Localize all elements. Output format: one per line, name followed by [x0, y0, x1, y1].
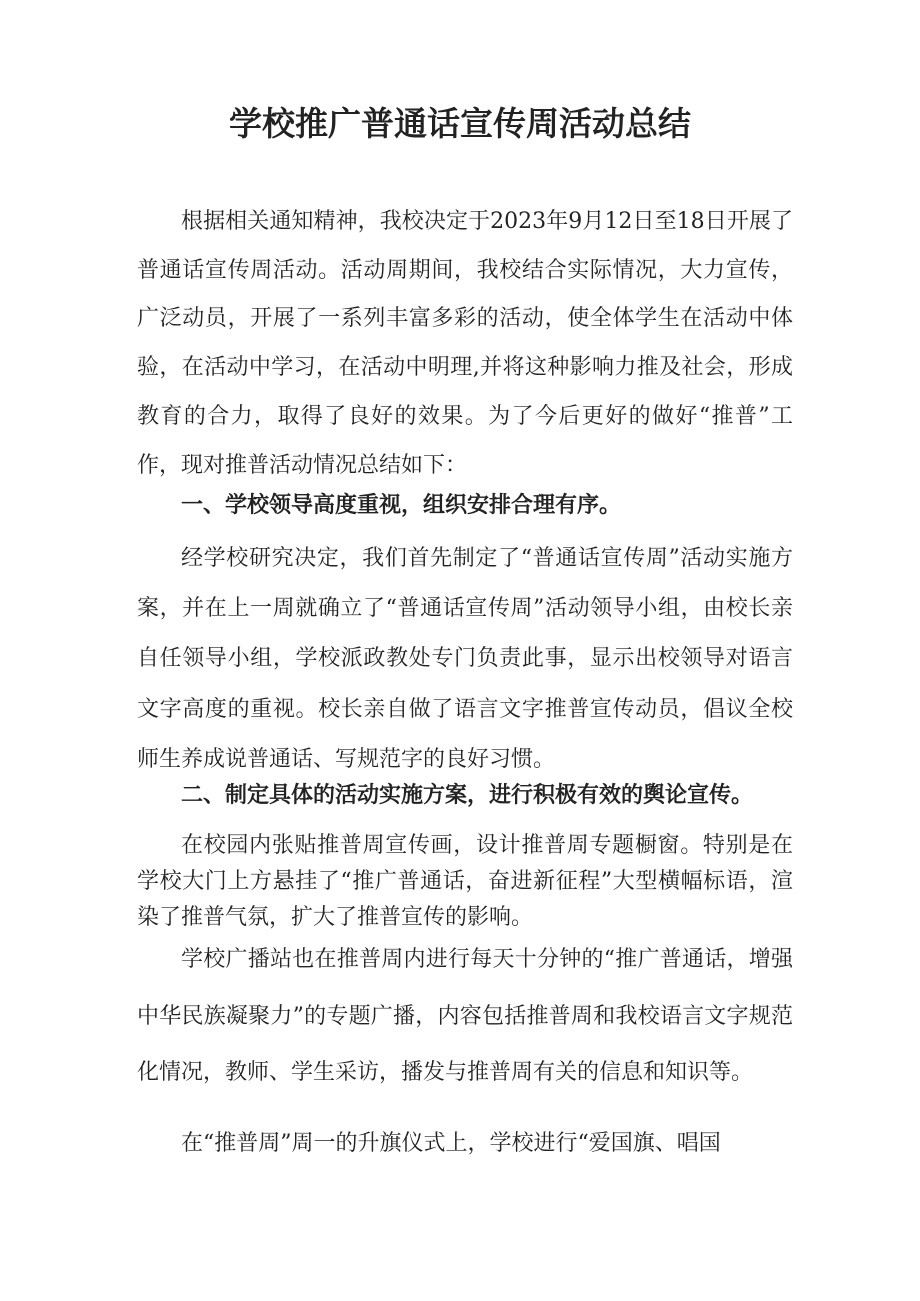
section-heading-1: 一、学校领导高度重视，组织安排合理有序。: [181, 493, 622, 518]
paragraph-intro: 根据相关通知精神，我校决定于2023年9月12日至18日开展了普通话宣传周活动。活动周期间，我校结合实际情况，大力宣传，广泛动员，开展了一系列丰富多彩的活动，使全体学生在活动中体验，在活动中学习，在活动中明理,并将这种影响力推及社会，形成教育的合力，取得了良好的效果。为了今后更好的做好“推普”工作，现对推普活动情况总结如下：: [137, 209, 793, 478]
paragraph-posters: 在校园内张贴推普周宣传画，设计推普周专题橱窗。特别是在学校大门上方悬挂了“推广普通话，奋进新征程”大型横幅标语，渲染了推普气氛，扩大了推普宣传的影响。: [137, 833, 793, 930]
document-title: 学校推广普通话宣传周活动总结: [229, 104, 691, 143]
paragraph-flag-ceremony: 在“推普周”周一的升旗仪式上，学校进行“爱国旗、唱国: [181, 1131, 721, 1156]
section-heading-2: 二、制定具体的活动实施方案，进行积极有效的舆论宣传。: [181, 783, 754, 808]
paragraph-broadcast: 学校广播站也在推普周内进行每天十分钟的“推广普通话，增强中华民族凝聚力”的专题广播，内容包括推普周和我校语言文字规范化情况，教师、学生采访，播发与推普周有关的信息和知识等。: [137, 947, 793, 1085]
paragraph-section-1: 经学校研究决定，我们首先制定了“普通话宣传周”活动实施方案，并在上一周就确立了“普通话宣传周”活动领导小组，由校长亲自任领导小组，学校派政教处专门负责此事，显示出校领导对语言文字高度的重视。校长亲自做了语言文字推普宣传动员，倡议全校师生养成说普通话、写规范字的良好习惯。: [137, 546, 793, 772]
